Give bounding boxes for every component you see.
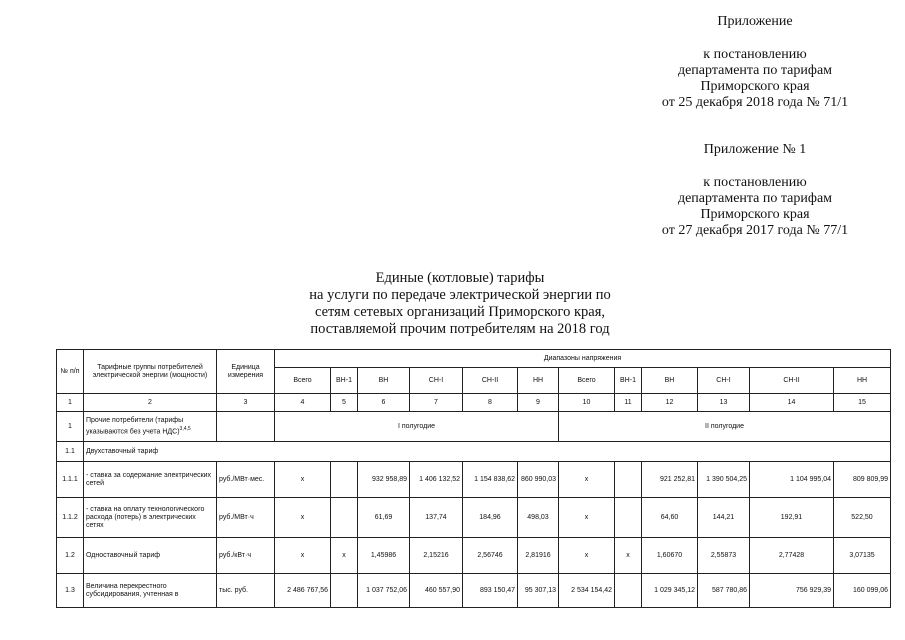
value-cell: х — [275, 498, 331, 538]
value-cell: 893 150,47 — [463, 574, 518, 608]
value-cell: 95 307,13 — [518, 574, 559, 608]
value-cell: 2,77428 — [750, 538, 834, 574]
row-num: 1.2 — [57, 538, 84, 574]
title-line: на услуги по передаче электрической энергии по — [309, 287, 611, 303]
title-line: Единые (котловые) тарифы — [375, 270, 545, 286]
value-cell — [615, 498, 642, 538]
column-number-row — [57, 394, 891, 412]
header-level: Всего — [275, 368, 331, 394]
table-row — [57, 498, 891, 538]
subsection-label: Двухставочный тариф — [84, 442, 891, 462]
value-cell: 192,91 — [750, 498, 834, 538]
value-cell: 460 557,90 — [410, 574, 463, 608]
column-number: 10 — [559, 394, 615, 412]
tariff-table — [56, 349, 891, 608]
row-unit: руб./МВт·ч — [217, 498, 275, 538]
column-number: 11 — [615, 394, 642, 412]
column-number: 2 — [84, 394, 217, 412]
header-level: СН-I — [698, 368, 750, 394]
value-cell: х — [275, 462, 331, 498]
subsection-row — [57, 442, 891, 462]
section-num: 1 — [57, 412, 84, 442]
value-cell: х — [615, 538, 642, 574]
subsection-num: 1.1 — [57, 442, 84, 462]
value-cell: 144,21 — [698, 498, 750, 538]
appendix-title: Приложение № 1 — [703, 142, 807, 157]
column-number: 14 — [750, 394, 834, 412]
value-cell: 756 929,39 — [750, 574, 834, 608]
value-cell: х — [559, 538, 615, 574]
appendix-line: к постановлению — [703, 175, 807, 190]
value-cell: 522,50 — [834, 498, 891, 538]
header-level: НН — [834, 368, 891, 394]
value-cell: 61,69 — [358, 498, 410, 538]
title-line: сетям сетевых организаций Приморского края, — [314, 304, 606, 320]
value-cell — [331, 462, 358, 498]
value-cell: 1 406 132,52 — [410, 462, 463, 498]
column-number: 7 — [410, 394, 463, 412]
appendix-line: департамента по тарифам — [677, 63, 833, 78]
value-cell: 809 809,99 — [834, 462, 891, 498]
appendix-block-previous — [640, 142, 870, 239]
table-row — [57, 574, 891, 608]
header-num: № п/п — [57, 350, 84, 394]
half-year-1: I полугодие — [275, 412, 559, 442]
column-number: 15 — [834, 394, 891, 412]
value-cell: 64,60 — [642, 498, 698, 538]
appendix-line: Приморского края — [700, 207, 810, 222]
header-group: Тарифные группы потребителей электрической энергии (мощности) — [84, 350, 217, 394]
value-cell: х — [559, 498, 615, 538]
header-level: ВН — [642, 368, 698, 394]
value-cell: 860 990,03 — [518, 462, 559, 498]
header-level: СН-I — [410, 368, 463, 394]
header-ranges: Диапазоны напряжения — [275, 350, 891, 368]
row-label: Одноставочный тариф — [84, 538, 217, 574]
column-number: 3 — [217, 394, 275, 412]
half-year-2: II полугодие — [559, 412, 891, 442]
appendix-line: от 27 декабря 2017 года № 77/1 — [661, 223, 849, 238]
table-row — [57, 538, 891, 574]
value-cell: 2,55873 — [698, 538, 750, 574]
value-cell: 1,60670 — [642, 538, 698, 574]
column-number: 9 — [518, 394, 559, 412]
appendix-line: от 25 декабря 2018 года № 71/1 — [661, 95, 849, 110]
value-cell: 3,07135 — [834, 538, 891, 574]
value-cell: 932 958,89 — [358, 462, 410, 498]
value-cell: 160 099,06 — [834, 574, 891, 608]
table-row — [57, 462, 891, 498]
appendix-block-current — [640, 14, 870, 111]
value-cell: х — [275, 538, 331, 574]
row-num: 1.1.1 — [57, 462, 84, 498]
value-cell: 1,45986 — [358, 538, 410, 574]
column-number: 1 — [57, 394, 84, 412]
header-level: СН-II — [463, 368, 518, 394]
empty-cell — [217, 412, 275, 442]
value-cell — [331, 574, 358, 608]
value-cell: 1 390 504,25 — [698, 462, 750, 498]
row-num: 1.3 — [57, 574, 84, 608]
value-cell: 2 486 767,56 — [275, 574, 331, 608]
appendix-line: департамента по тарифам — [677, 191, 833, 206]
table-header-row — [57, 350, 891, 368]
column-number: 6 — [358, 394, 410, 412]
appendix-line: к постановлению — [703, 47, 807, 62]
appendix-title: Приложение — [717, 14, 793, 29]
row-label: - ставка за содержание электрических сетей — [84, 462, 217, 498]
value-cell — [331, 498, 358, 538]
header-level: Всего — [559, 368, 615, 394]
value-cell: 921 252,81 — [642, 462, 698, 498]
header-level: ВН-1 — [615, 368, 642, 394]
column-number: 13 — [698, 394, 750, 412]
row-unit: руб./МВт·мес. — [217, 462, 275, 498]
column-number: 8 — [463, 394, 518, 412]
value-cell: 1 104 995,04 — [750, 462, 834, 498]
value-cell: 587 780,86 — [698, 574, 750, 608]
value-cell: х — [559, 462, 615, 498]
document-title — [250, 270, 670, 338]
header-level: ВН-1 — [331, 368, 358, 394]
column-number: 12 — [642, 394, 698, 412]
row-label: - ставка на оплату технологического расхода (потерь) в электрических сетях — [84, 498, 217, 538]
value-cell: 498,03 — [518, 498, 559, 538]
row-unit: тыс. руб. — [217, 574, 275, 608]
value-cell: 184,96 — [463, 498, 518, 538]
value-cell: 2,81916 — [518, 538, 559, 574]
value-cell: 1 029 345,12 — [642, 574, 698, 608]
section-label: Прочие потребители (тарифы указываются без учета НДС)$^{3,4,5}$ — [84, 412, 217, 442]
value-cell: 1 154 838,62 — [463, 462, 518, 498]
value-cell: 137,74 — [410, 498, 463, 538]
header-level: СН-II — [750, 368, 834, 394]
column-number: 4 — [275, 394, 331, 412]
value-cell — [615, 574, 642, 608]
value-cell: 2,56746 — [463, 538, 518, 574]
value-cell: 2,15216 — [410, 538, 463, 574]
row-label: Величина перекрестного субсидирования, учтенная в — [84, 574, 217, 608]
value-cell: 2 534 154,42 — [559, 574, 615, 608]
footnote-marks: 3,4,5 — [179, 425, 191, 432]
header-level: НН — [518, 368, 559, 394]
value-cell: 1 037 752,06 — [358, 574, 410, 608]
value-cell — [615, 462, 642, 498]
title-line: поставляемой прочим потребителям на 2018 год — [310, 321, 610, 337]
value-cell: х — [331, 538, 358, 574]
header-unit: Единица измерения — [217, 350, 275, 394]
header-level: ВН — [358, 368, 410, 394]
section-row — [57, 412, 891, 442]
row-num: 1.1.2 — [57, 498, 84, 538]
column-number: 5 — [331, 394, 358, 412]
row-unit: руб./кВт·ч — [217, 538, 275, 574]
appendix-line: Приморского края — [700, 79, 810, 94]
